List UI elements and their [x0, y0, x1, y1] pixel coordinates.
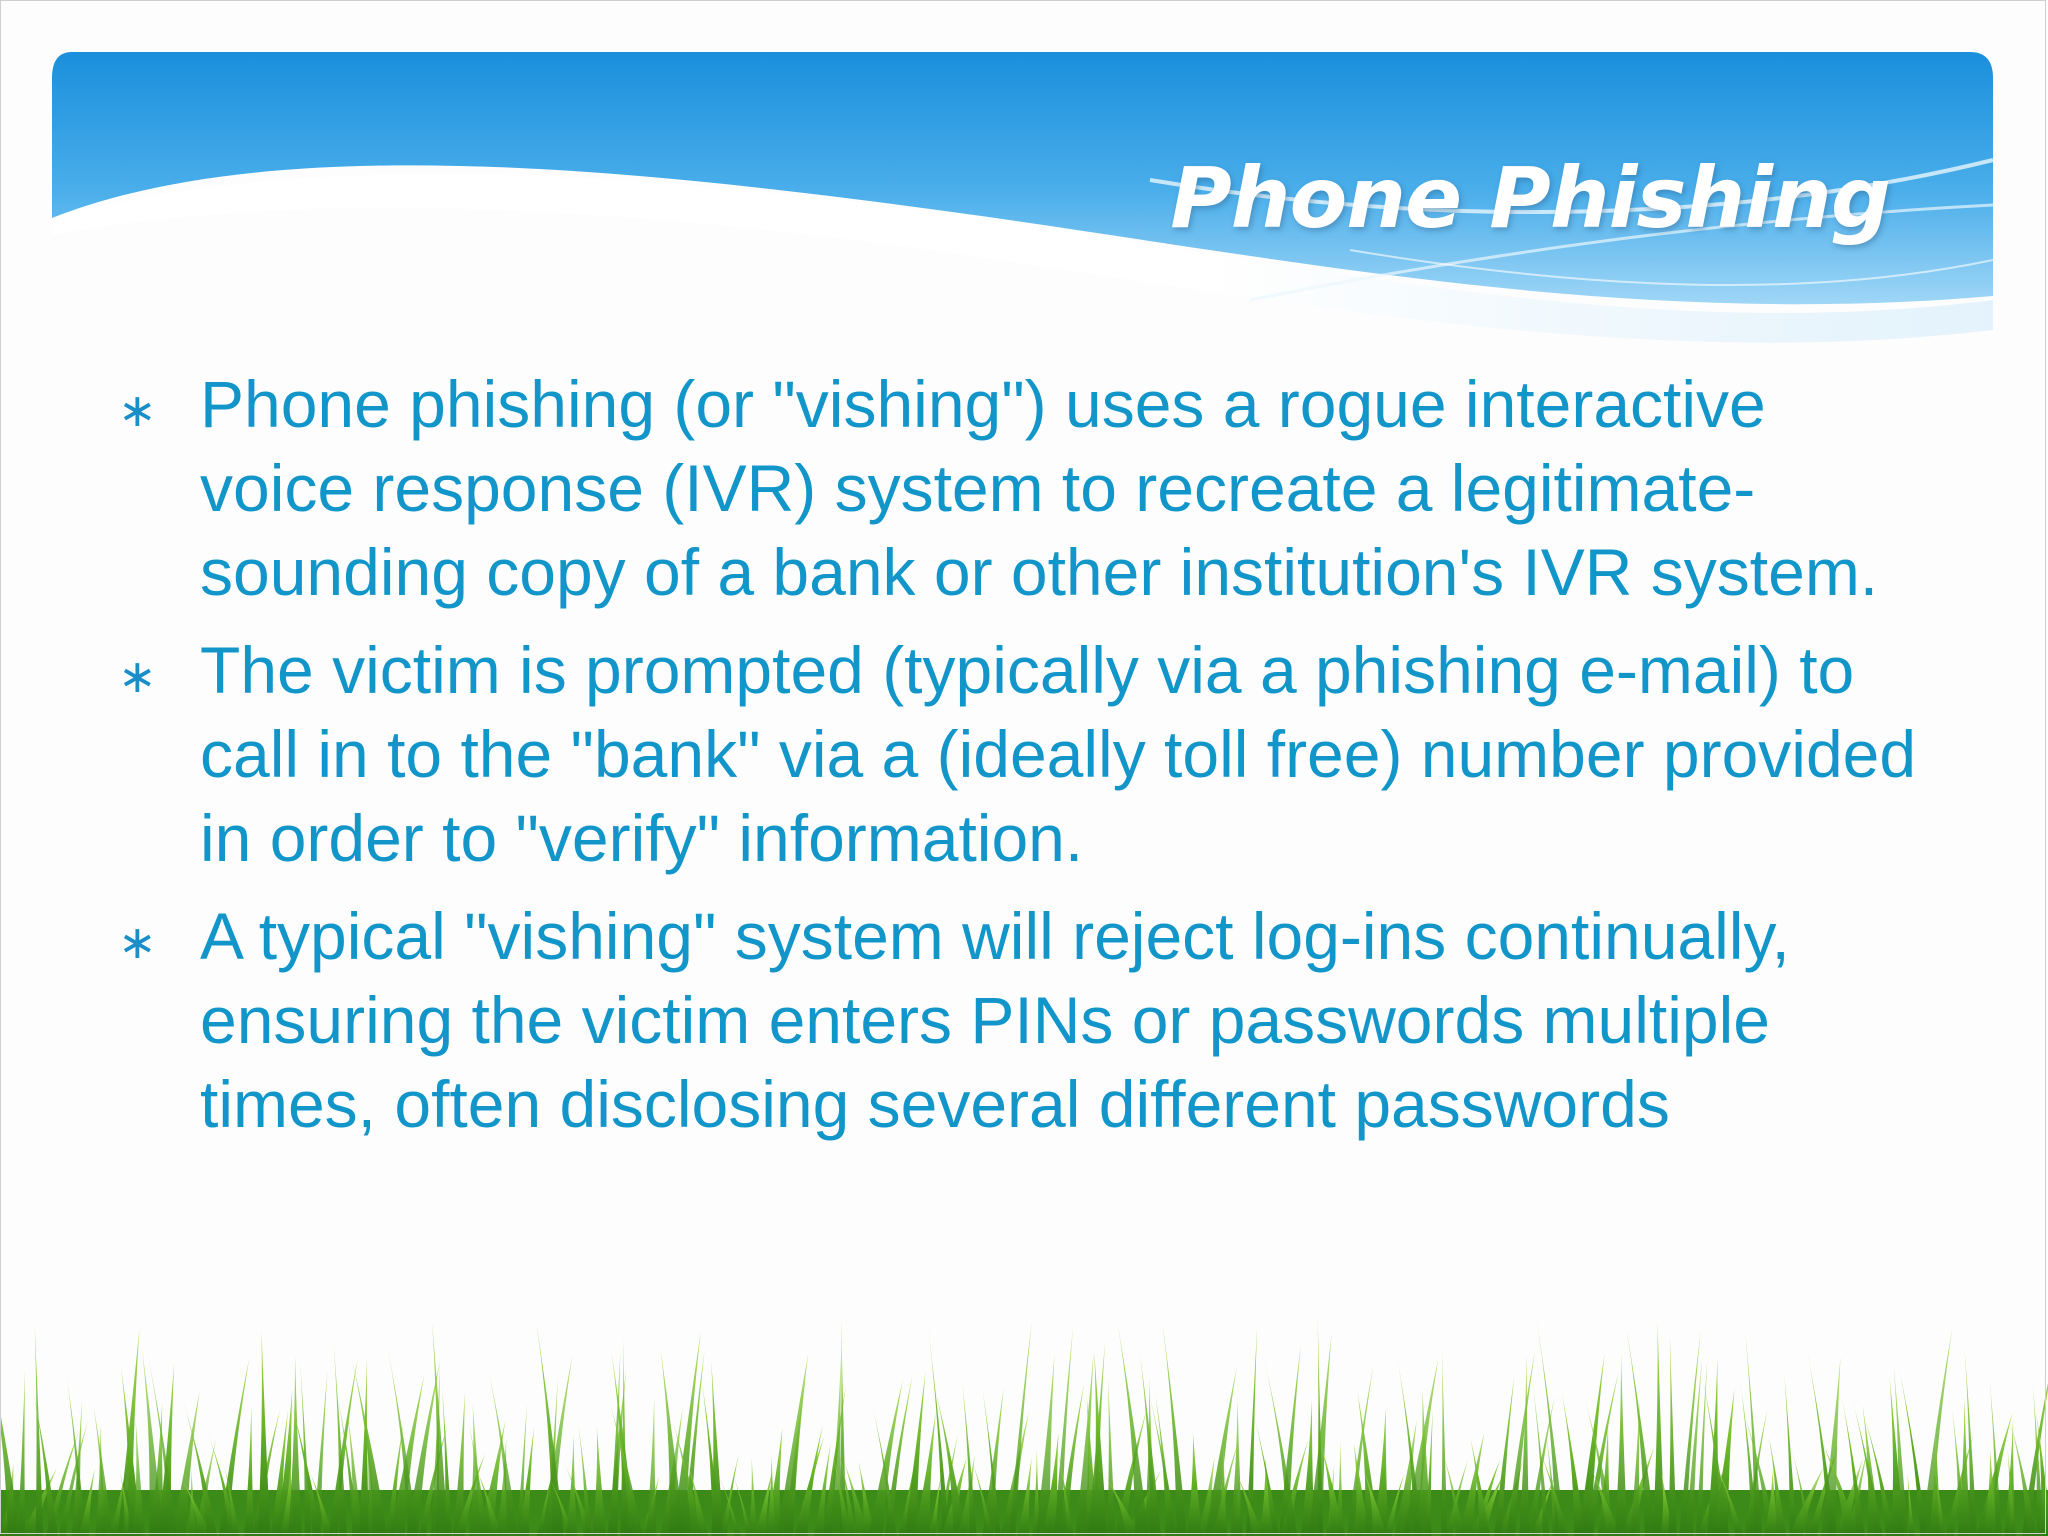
- bullet-glyph: ∗: [118, 915, 157, 969]
- bullet-glyph: ∗: [118, 383, 157, 437]
- grass-strip: [0, 1310, 2048, 1536]
- bullet-item: [118, 628, 1938, 880]
- slide-title: Phone Phishing: [1170, 149, 1890, 247]
- bullet-glyph: ∗: [118, 649, 157, 703]
- bullet-text: A typical "vishing" system will reject log-ins continually, ensuring the victim enters PINs or passwords multiple times, often disclosing several different passwords: [200, 899, 1790, 1141]
- bullet-text: The victim is prompted (typically via a phishing e-mail) to call in to the "bank" via a (ideally toll free) number provided in order to "verify" information.: [200, 633, 1917, 875]
- bullet-item: [118, 894, 1938, 1146]
- bullet-list: [118, 362, 1938, 1160]
- bullet-item: [118, 362, 1938, 614]
- bullet-text: Phone phishing (or "vishing") uses a rogue interactive voice response (IVR) system to recreate a legitimate-sounding copy of a bank or other institution's IVR system.: [200, 367, 1879, 609]
